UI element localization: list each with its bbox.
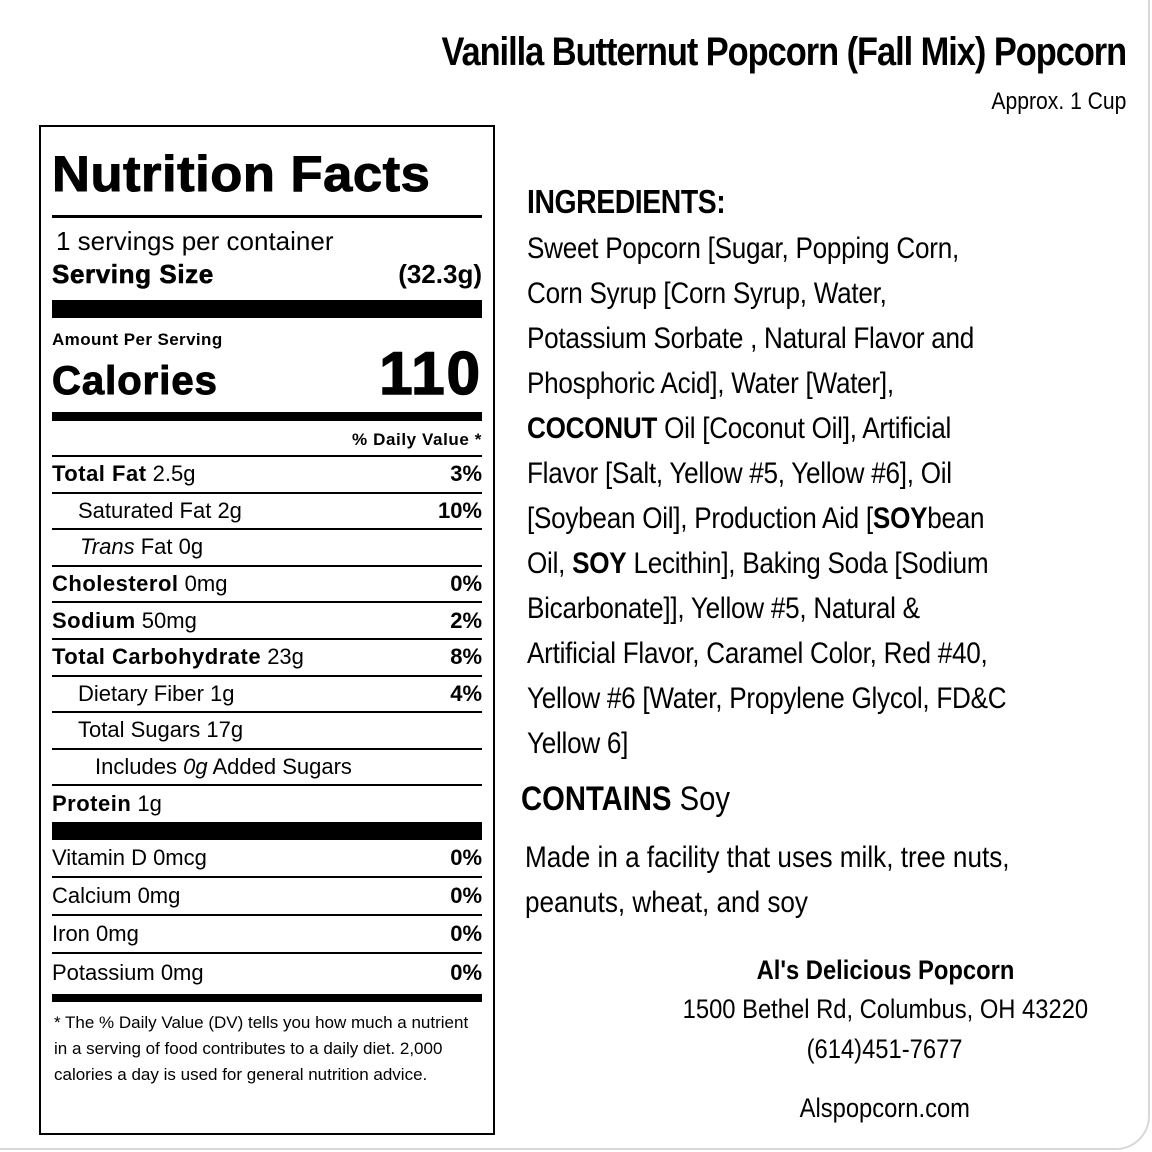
serving-note: Approx. 1 Cup xyxy=(990,88,1126,115)
contains-statement xyxy=(521,780,730,819)
ingredients-text: Potassium Sorbate , Natural Flavor and xyxy=(527,322,975,355)
company-address xyxy=(640,994,1130,1025)
ingredients-line xyxy=(527,496,1027,541)
contains-label: CONTAINS xyxy=(521,780,672,818)
nutrient-label: Trans xyxy=(80,534,135,560)
company-website-text: Alspopcorn.com xyxy=(799,1093,971,1123)
divider-thick xyxy=(52,300,482,318)
vitamin-label: Vitamin D 0mcg xyxy=(52,844,207,870)
ingredients-line xyxy=(527,586,1027,631)
vitamin-label: Potassium 0mg xyxy=(52,959,204,985)
nutrient-row-saturated-fat xyxy=(52,492,482,529)
nutrient-amount: 17g xyxy=(206,717,244,743)
ingredients-line xyxy=(527,271,1027,316)
nutrient-amount: 1g xyxy=(137,790,162,816)
ingredients-list xyxy=(527,226,1102,766)
company-website xyxy=(640,1093,1130,1124)
calories-row xyxy=(52,340,482,407)
company-name xyxy=(640,955,1130,986)
vitamin-row-vitamin-d xyxy=(52,840,482,878)
company-phone xyxy=(640,1034,1130,1065)
nutrient-dv: 0% xyxy=(450,571,482,597)
facility-line: Made in a facility that uses milk, tree nuts, xyxy=(525,841,1010,874)
nutrient-row-total-sugars xyxy=(52,711,482,748)
ingredients-text: Yellow #6 [Water, Propylene Glycol, FD&C xyxy=(527,682,1007,715)
ingredients-text: Artificial Flavor, Caramel Color, Red #40, xyxy=(527,637,988,670)
nutrient-row-dietary-fiber xyxy=(52,675,482,712)
nutrient-amount: 50mg xyxy=(141,607,197,633)
nutrient-dv: 10% xyxy=(437,497,482,523)
allergen-highlight: COCONUT xyxy=(527,412,658,445)
nutrient-row-trans-fat xyxy=(52,528,482,565)
daily-value-footnote: * The % Daily Value (DV) tells you how much a nutrient in a serving of food contributes to a daily diet. 2,000 calories a day is used for general nutrition advice. xyxy=(54,1012,469,1084)
ingredients-text: bean xyxy=(927,502,985,535)
calories-value: 110 xyxy=(379,340,482,407)
ingredients-line xyxy=(527,676,1027,721)
ingredients-section xyxy=(527,183,1127,766)
nutrient-label: Includes xyxy=(95,754,177,780)
divider-medium xyxy=(52,412,482,421)
serving-size-label: Serving Size xyxy=(52,259,214,289)
ingredients-line xyxy=(527,316,1027,361)
nutrient-label-suffix: Added Sugars xyxy=(212,754,352,780)
nutrient-amount: 23g xyxy=(267,644,304,670)
nutrient-label: Sodium xyxy=(52,607,136,633)
nutrient-label: Dietary Fiber xyxy=(78,680,204,706)
nutrient-amount: 0mg xyxy=(184,571,228,597)
nutrient-label: Total Carbohydrate xyxy=(52,644,262,670)
nutrient-dv: 8% xyxy=(450,644,482,670)
ingredients-text: Oil [Coconut Oil], Artificial xyxy=(657,412,951,445)
ingredients-text: Oil, xyxy=(527,547,573,580)
nutrient-row-total-carbohydrate xyxy=(52,638,482,675)
ingredients-text: Phosphoric Acid], Water [Water], xyxy=(527,367,894,400)
nutrient-dv: 4% xyxy=(450,680,482,706)
nutrient-row-added-sugars xyxy=(52,748,482,785)
nutrient-label: Saturated Fat xyxy=(78,497,212,523)
nutrient-row-sodium xyxy=(52,601,482,638)
ingredients-line xyxy=(527,541,1027,586)
nutrient-amount: Fat 0g xyxy=(140,534,204,560)
nutrient-amount: 2.5g xyxy=(152,461,196,487)
nutrition-facts-panel xyxy=(39,125,495,1135)
vitamin-label: Calcium 0mg xyxy=(52,882,181,908)
product-title: Vanilla Butternut Popcorn (Fall Mix) Popcorn xyxy=(441,30,1126,74)
nutrient-amount: 2g xyxy=(217,497,242,523)
ingredients-text: Sweet Popcorn [Sugar, Popping Corn, xyxy=(527,232,959,265)
facility-statement xyxy=(525,835,1082,925)
vitamin-dv: 0% xyxy=(450,844,482,870)
company-phone-text: (614)451-7677 xyxy=(807,1034,963,1064)
vitamin-row-calcium xyxy=(52,878,482,916)
nutrient-row-cholesterol xyxy=(52,565,482,602)
ingredients-heading: INGREDIENTS: xyxy=(527,183,726,220)
nutrient-row-protein xyxy=(52,784,482,821)
divider xyxy=(52,215,482,218)
nutrient-label: Total Sugars xyxy=(78,717,201,743)
ingredients-text: Flavor [Salt, Yellow #5, Yellow #6], Oil xyxy=(527,457,952,490)
divider-thick xyxy=(52,822,482,840)
ingredients-line xyxy=(527,361,1027,406)
nutrient-label: Protein xyxy=(52,790,132,816)
nutrient-amount: 1g xyxy=(210,680,235,706)
ingredients-text: Lecithin], Baking Soda [Sodium xyxy=(626,547,989,580)
ingredients-text: Yellow 6] xyxy=(527,727,629,760)
nutrient-dv: 2% xyxy=(450,607,482,633)
vitamin-dv: 0% xyxy=(450,920,482,946)
divider-medium xyxy=(52,994,482,1002)
vitamin-row-iron xyxy=(52,916,482,954)
calories-label: Calories xyxy=(52,359,218,403)
serving-size-value: (32.3g) xyxy=(398,259,482,289)
nutrient-label: Cholesterol xyxy=(52,571,179,597)
company-name-text: Al's Delicious Popcorn xyxy=(756,955,1014,985)
ingredients-line xyxy=(527,451,1027,496)
contains-value: Soy xyxy=(679,780,731,818)
allergen-highlight: SOY xyxy=(572,547,627,580)
ingredients-line xyxy=(527,631,1027,676)
facility-line: peanuts, wheat, and soy xyxy=(525,886,808,919)
amount-per-serving: Amount Per Serving xyxy=(52,330,223,349)
nutrient-dv: 3% xyxy=(450,461,482,487)
vitamin-dv: 0% xyxy=(450,882,482,908)
nutrient-label: Total Fat xyxy=(52,461,147,487)
vitamin-row-potassium xyxy=(52,954,482,992)
ingredients-line xyxy=(527,406,1027,451)
ingredients-text: Bicarbonate]], Yellow #5, Natural & xyxy=(527,592,920,625)
nutrient-amount: 0g xyxy=(183,754,208,780)
daily-value-header: % Daily Value * xyxy=(352,430,482,449)
servings-per-container: 1 servings per container xyxy=(56,226,334,256)
ingredients-line xyxy=(527,721,1027,766)
company-address-text: 1500 Bethel Rd, Columbus, OH 43220 xyxy=(682,994,1088,1024)
nutrient-row-total-fat xyxy=(52,455,482,492)
ingredients-text: Corn Syrup [Corn Syrup, Water, xyxy=(527,277,887,310)
ingredients-text: [Soybean Oil], Production Aid [ xyxy=(527,502,873,535)
vitamin-label: Iron 0mg xyxy=(52,920,139,946)
serving-size-row xyxy=(52,259,482,290)
vitamin-dv: 0% xyxy=(450,959,482,985)
nutrition-facts-title: Nutrition Facts xyxy=(52,146,431,202)
ingredients-line xyxy=(527,226,1027,271)
allergen-highlight: SOY xyxy=(872,502,928,535)
